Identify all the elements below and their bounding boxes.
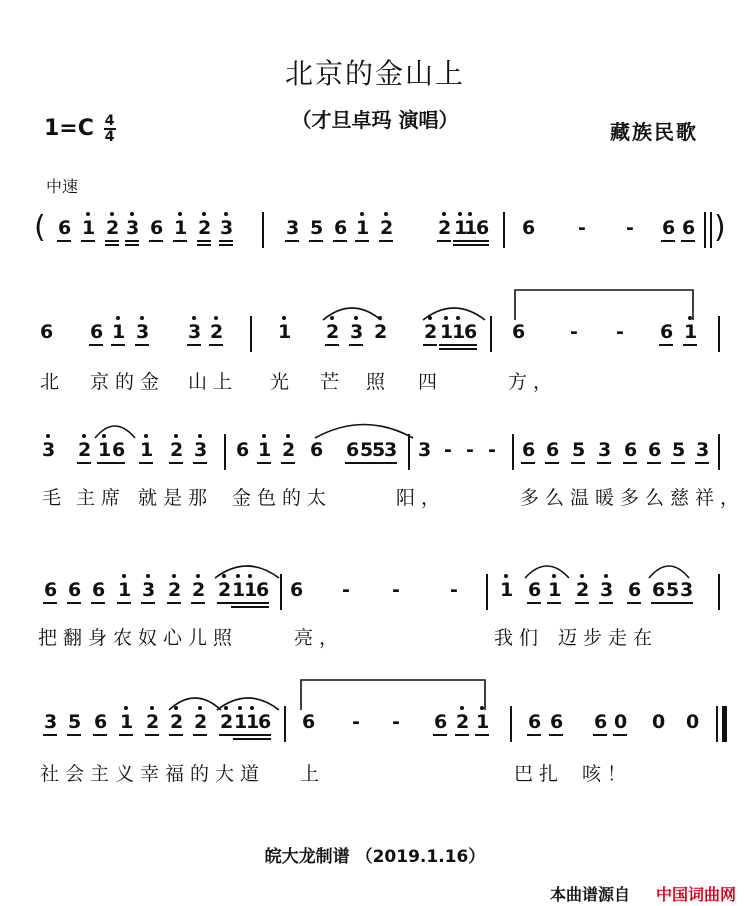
beam-line (197, 240, 211, 242)
octave-dot (198, 434, 202, 438)
note: - (450, 579, 458, 601)
beam-line (105, 244, 119, 246)
lyric-text: 方， (508, 371, 559, 393)
beam-line (149, 240, 163, 242)
note: 1 (244, 579, 258, 601)
note: 6 (628, 579, 642, 601)
note: 6 (40, 321, 54, 343)
lyric-text: 阳， (396, 487, 447, 509)
beam-line (219, 240, 233, 242)
note: 3 (188, 321, 202, 343)
song-title: 北京的金山上 (284, 57, 465, 90)
note: 2 (170, 711, 184, 733)
note: 2 (326, 321, 340, 343)
note: 0 (614, 711, 628, 733)
lyric-text: 山上 (188, 371, 239, 393)
note: 2 (374, 321, 388, 343)
note: 2 (282, 439, 296, 461)
octave-dot (150, 706, 154, 710)
octave-dot (86, 212, 90, 216)
beam-line (379, 240, 393, 242)
note: 6 (290, 579, 304, 601)
note: 6 (346, 439, 360, 461)
lyric-text: 巴扎 (514, 763, 565, 785)
note: - (626, 217, 634, 239)
beam-line (93, 734, 107, 736)
slur-mark (422, 304, 486, 324)
repeat-close-paren: ) (714, 210, 726, 245)
barline (710, 212, 712, 248)
note: 1 (232, 579, 246, 601)
note: 6 (94, 711, 108, 733)
beam-line (77, 462, 91, 464)
repeat-open-paren: ( (34, 210, 46, 245)
octave-dot (504, 574, 508, 578)
beam-line (681, 240, 695, 242)
lyric-text: 主席 (76, 487, 127, 509)
note: - (578, 217, 586, 239)
barline (486, 574, 488, 610)
note: - (444, 439, 452, 461)
lyric-text: 北 (40, 371, 66, 393)
octave-dot (178, 212, 182, 216)
site-label: 中国词曲网 (655, 885, 736, 904)
beam-line (257, 734, 271, 736)
lyric-text: 金色的太 (232, 487, 333, 509)
barline (718, 316, 720, 352)
beam-line (97, 462, 111, 464)
barline (510, 706, 512, 742)
octave-dot (174, 434, 178, 438)
note: 1 (174, 217, 188, 239)
note: 6 (334, 217, 348, 239)
note: 5 (68, 711, 82, 733)
note: 6 (92, 579, 106, 601)
note: 2 (218, 579, 232, 601)
beam-line (145, 734, 159, 736)
octave-dot (172, 574, 176, 578)
note: - (466, 439, 474, 461)
beam-line (349, 344, 363, 346)
final-barline-thick (722, 706, 727, 742)
meter-bottom: 4 (104, 129, 115, 145)
lyric-text: 光 (270, 371, 296, 393)
note: 6 (150, 217, 164, 239)
beam-line (209, 344, 223, 346)
octave-dot (110, 212, 114, 216)
beam-line (255, 602, 269, 604)
lyric-text: 咳！ (582, 763, 633, 785)
lyric-text: 毛 (42, 487, 68, 509)
note: 3 (286, 217, 300, 239)
note: 3 (680, 579, 694, 601)
note: 2 (438, 217, 452, 239)
beam-line (117, 602, 131, 604)
beam-line (463, 344, 477, 346)
lyric-text: 把翻身农奴心儿照 (38, 627, 239, 649)
note: 2 (456, 711, 470, 733)
footer-credit: 皖大龙制谱 （2019.1.16） (264, 847, 486, 867)
beam-line (437, 240, 451, 242)
note: 3 (126, 217, 140, 239)
note: - (342, 579, 350, 601)
octave-dot (192, 316, 196, 320)
octave-dot (604, 574, 608, 578)
beam-line (191, 602, 205, 604)
beam-line (665, 602, 679, 604)
beam-line (219, 734, 233, 736)
beam-line (167, 602, 181, 604)
note: - (488, 439, 496, 461)
note: 2 (192, 579, 206, 601)
note: 5 (360, 439, 374, 461)
note: 3 (598, 439, 612, 461)
lyric-text: 就是那 (138, 487, 214, 509)
note: 2 (168, 579, 182, 601)
slur-mark (514, 286, 694, 324)
beam-line (89, 344, 103, 346)
note: 0 (686, 711, 700, 733)
slur-mark (94, 422, 136, 442)
beam-line (193, 734, 207, 736)
slur-mark (214, 562, 280, 582)
note: 6 (512, 321, 526, 343)
note: 6 (256, 579, 270, 601)
note: 6 (528, 711, 542, 733)
score-line (0, 210, 750, 278)
slur-mark (648, 562, 690, 582)
note: 6 (310, 439, 324, 461)
beam-line (683, 344, 697, 346)
beam-line (593, 734, 607, 736)
lyric-text: 多么温暖多么慈祥， (520, 487, 746, 509)
beam-line (169, 734, 183, 736)
note: 3 (696, 439, 710, 461)
note: 6 (476, 217, 490, 239)
beam-line (309, 240, 323, 242)
lyric-text: 我们 (494, 627, 545, 649)
lyric-text: 亮， (294, 627, 345, 649)
octave-dot (442, 212, 446, 216)
beam-line (141, 602, 155, 604)
note: 6 (302, 711, 316, 733)
barline (280, 574, 282, 610)
repeat-barline (704, 212, 706, 248)
beam-line (125, 244, 139, 246)
slur-mark (216, 694, 280, 714)
beam-line (187, 344, 201, 346)
note: 2 (220, 711, 234, 733)
beam-line (597, 462, 611, 464)
barline (490, 316, 492, 352)
note: 6 (682, 217, 696, 239)
beam-line (355, 240, 369, 242)
note: 6 (546, 439, 560, 461)
note: 6 (58, 217, 72, 239)
beam-line (139, 462, 153, 464)
note: 1 (452, 321, 466, 343)
barline (718, 574, 720, 610)
note: 0 (652, 711, 666, 733)
beam-line (67, 734, 81, 736)
beam-line (423, 344, 437, 346)
lyric-text: 上 (300, 763, 326, 785)
octave-dot (82, 434, 86, 438)
note: 1 (464, 217, 478, 239)
octave-dot (116, 316, 120, 320)
beam-line (325, 344, 339, 346)
octave-dot (140, 316, 144, 320)
note: 2 (198, 217, 212, 239)
octave-dot (130, 212, 134, 216)
note: 1 (548, 579, 562, 601)
note: 1 (234, 711, 248, 733)
beam-line (527, 734, 541, 736)
beam-line (433, 734, 447, 736)
beam-line (599, 602, 613, 604)
note: - (392, 579, 400, 601)
note: 1 (440, 321, 454, 343)
note: 5 (310, 217, 324, 239)
octave-dot (458, 212, 462, 216)
note: 6 (258, 711, 272, 733)
slur-mark (314, 420, 414, 442)
lyric-text: 芒 (320, 371, 346, 393)
barline (250, 316, 252, 352)
octave-dot (282, 316, 286, 320)
beam-line (545, 462, 559, 464)
note: 1 (120, 711, 134, 733)
note: 6 (594, 711, 608, 733)
octave-dot (146, 574, 150, 578)
octave-dot (580, 574, 584, 578)
octave-dot (202, 212, 206, 216)
octave-dot (46, 434, 50, 438)
beam-line (475, 240, 489, 242)
beam-line (125, 240, 139, 242)
beam-line (463, 348, 477, 350)
note: 1 (454, 217, 468, 239)
beam-line (105, 240, 119, 242)
beam-line (679, 602, 693, 604)
note: 6 (68, 579, 82, 601)
note: - (570, 321, 578, 343)
beam-line (695, 462, 709, 464)
tempo-marking: 中速 (46, 177, 79, 196)
note: 1 (140, 439, 154, 461)
barline (512, 434, 514, 470)
lyric-text: 四 (418, 371, 444, 393)
note: 1 (246, 711, 260, 733)
note: 6 (528, 579, 542, 601)
key-label: 1=C (44, 116, 94, 141)
beam-line (659, 344, 673, 346)
beam-line (257, 738, 271, 740)
note: 2 (146, 711, 160, 733)
note: - (352, 711, 360, 733)
beam-line (281, 462, 295, 464)
barline (718, 434, 720, 470)
beam-line (111, 344, 125, 346)
note: 6 (522, 439, 536, 461)
octave-dot (124, 706, 128, 710)
note: 2 (210, 321, 224, 343)
beam-line (173, 240, 187, 242)
note: 6 (550, 711, 564, 733)
note: 5 (372, 439, 386, 461)
beam-line (197, 244, 211, 246)
beam-line (571, 462, 585, 464)
note: 1 (258, 439, 272, 461)
beam-line (169, 462, 183, 464)
beam-line (91, 602, 105, 604)
note: - (392, 711, 400, 733)
note: 3 (136, 321, 150, 343)
note: 3 (194, 439, 208, 461)
beam-line (475, 734, 489, 736)
octave-dot (468, 212, 472, 216)
barline (284, 706, 286, 742)
note: 1 (476, 711, 490, 733)
beam-line (217, 602, 231, 604)
beam-line (549, 734, 563, 736)
source-label: 本曲谱源自 (549, 885, 630, 904)
beam-line (521, 462, 535, 464)
note: - (616, 321, 624, 343)
octave-dot (196, 574, 200, 578)
beam-line (219, 244, 233, 246)
beam-line (285, 240, 299, 242)
beam-line (527, 602, 541, 604)
barline (503, 212, 505, 248)
note: 5 (672, 439, 686, 461)
note: 6 (660, 321, 674, 343)
beam-line (547, 602, 561, 604)
note: 3 (384, 439, 398, 461)
beam-line (575, 602, 589, 604)
beam-line (67, 602, 81, 604)
meter-top: 4 (104, 113, 115, 129)
beam-line (193, 462, 207, 464)
beam-line (647, 462, 661, 464)
final-barline (716, 706, 718, 742)
beam-line (613, 734, 627, 736)
note: 2 (380, 217, 394, 239)
beam-line (345, 462, 359, 464)
note: 2 (576, 579, 590, 601)
barline (262, 212, 264, 248)
slur-mark (168, 694, 222, 714)
note: 3 (418, 439, 432, 461)
lyric-text: 迈步走在 (558, 627, 659, 649)
note: 3 (220, 217, 234, 239)
note: 5 (572, 439, 586, 461)
note: 6 (464, 321, 478, 343)
beam-line (475, 244, 489, 246)
octave-dot (286, 434, 290, 438)
octave-dot (384, 212, 388, 216)
note: 2 (424, 321, 438, 343)
beam-line (627, 602, 641, 604)
note: 6 (648, 439, 662, 461)
genre-label: 藏族民歌 (610, 120, 698, 144)
note: 6 (662, 217, 676, 239)
note: 6 (90, 321, 104, 343)
beam-line (623, 462, 637, 464)
beam-line (383, 462, 397, 464)
octave-dot (122, 574, 126, 578)
octave-dot (144, 434, 148, 438)
beam-line (671, 462, 685, 464)
octave-dot (214, 316, 218, 320)
note: 6 (236, 439, 250, 461)
note: 1 (278, 321, 292, 343)
note: 1 (356, 217, 370, 239)
note: 3 (142, 579, 156, 601)
beam-line (119, 734, 133, 736)
beam-line (111, 462, 125, 464)
note: 1 (500, 579, 514, 601)
note: 6 (112, 439, 126, 461)
beam-line (81, 240, 95, 242)
octave-dot (262, 434, 266, 438)
beam-line (255, 606, 269, 608)
note: 1 (684, 321, 698, 343)
performer-credit: （才旦卓玛 演唱） (291, 108, 459, 132)
slur-mark (524, 562, 570, 582)
note: 2 (78, 439, 92, 461)
beam-line (135, 344, 149, 346)
beam-line (257, 462, 271, 464)
lyric-text: 京的金 (90, 371, 166, 393)
note: 6 (652, 579, 666, 601)
note: 1 (98, 439, 112, 461)
beam-line (333, 240, 347, 242)
beam-line (43, 602, 57, 604)
note: 6 (44, 579, 58, 601)
octave-dot (360, 212, 364, 216)
octave-dot (224, 212, 228, 216)
note: 1 (118, 579, 132, 601)
note: 2 (106, 217, 120, 239)
beam-line (455, 734, 469, 736)
note: 3 (42, 439, 56, 461)
note: 2 (194, 711, 208, 733)
note: 2 (170, 439, 184, 461)
lyric-text: 社会主义幸福的大道 (40, 763, 266, 785)
note: 3 (350, 321, 364, 343)
note: 6 (434, 711, 448, 733)
slur-mark (300, 676, 486, 714)
beam-line (57, 240, 71, 242)
beam-line (43, 734, 57, 736)
slur-mark (322, 304, 382, 324)
note: 6 (624, 439, 638, 461)
note: 6 (522, 217, 536, 239)
barline (224, 434, 226, 470)
note: 1 (112, 321, 126, 343)
beam-line (651, 602, 665, 604)
note: 5 (666, 579, 680, 601)
note: 3 (600, 579, 614, 601)
note: 3 (44, 711, 58, 733)
lyric-text: 照 (366, 371, 392, 393)
note: 1 (82, 217, 96, 239)
beam-line (661, 240, 675, 242)
